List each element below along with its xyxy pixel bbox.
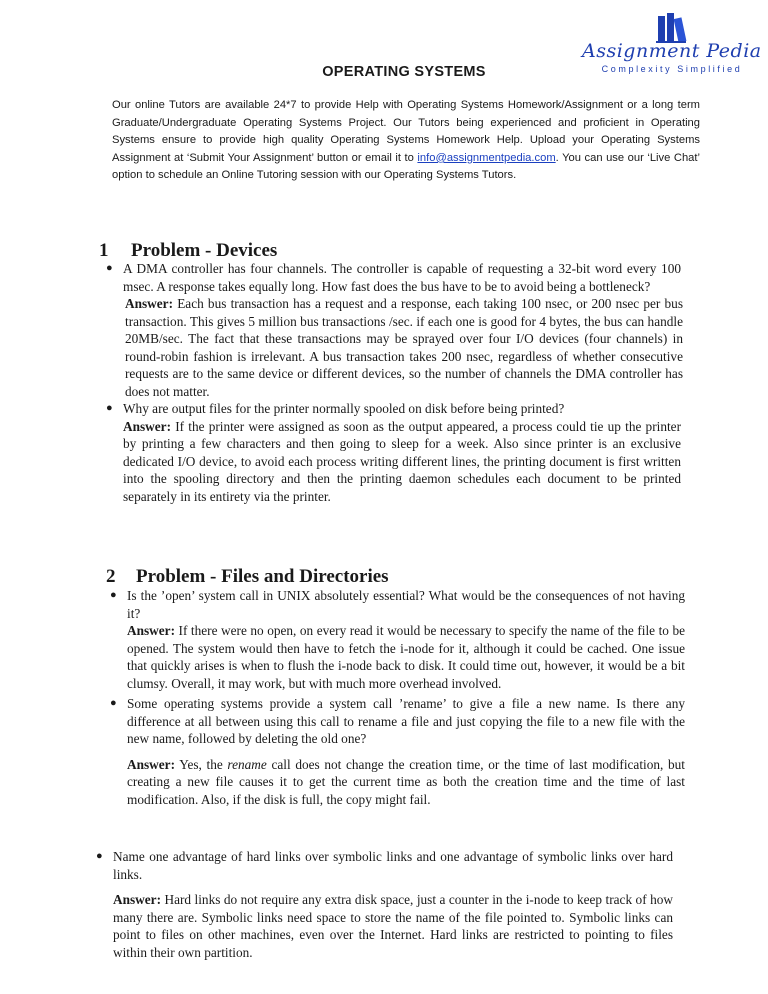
answer-text-start: Yes, the [179,756,228,772]
list-item [106,400,681,418]
email-link[interactable]: info@assignmentpedia.com [417,151,556,164]
list-item [110,695,685,748]
intro-paragraph [112,97,700,185]
section-files-directories [0,566,768,808]
answer-label: Answer: [127,623,176,638]
question-text: Is the ’open’ system call in UNIX absolutely essential? What would be the consequences of not having it? [127,588,685,621]
answer-block [125,295,683,400]
bullet-icon: ● [96,850,103,862]
answer-label: Answer: [113,892,162,907]
list-item [106,260,681,295]
bullet-icon: ● [110,697,117,709]
bullet-icon: ● [106,262,113,274]
book-stack-icon [654,10,688,44]
question-text: Why are output files for the printer normally spooled on disk before being printed? [123,401,565,416]
section-number: 2 [106,566,116,587]
answer-label: Answer: [125,296,174,311]
intro-text-end: . You can use our ‘Live Chat’ option to schedule an Online Tutoring session with our Operating Systems Tutors. [112,151,700,182]
answer-label: Answer: [127,756,176,772]
answer-text: Hard links do not require any extra disk space, just a counter in the i-node to keep track of how many there are. Symbolic links need space to store the name of the file pointed to. Symbolic links can point to files on other machines, even over the Internet. Hard links are restricted to pointing to files within their own partition. [113,892,673,960]
question-text: Some operating systems provide a system call ’rename’ to give a file a new name. Is there any difference at all between using this call to rename a file and just copying the file to a new file with the new name, followed by deleting the old one? [127,696,685,746]
section-number: 1 [99,240,109,261]
list-item [110,587,685,622]
question-text: Name one advantage of hard links over symbolic links and one advantage of symbolic links over hard links. [113,849,673,882]
answer-emphasis: rename [227,756,267,772]
answer-text: If the printer were assigned as soon as the output appeared, a process could tie up the printer by printing a few characters and then going to sleep for a week. Also since printer is an exclusive dedicated I/O device, to avoid each process writing different lines, the printing document is first written into the spooling directory and then the printing daemon schedules each document to be printed separately in its entirety via the printer. [123,418,681,504]
answer-block [127,622,685,692]
answer-text: Each bus transaction has a request and a response, each taking 100 nsec, or 200 nsec per bus transaction. This gives 5 million bus transactions /sec. if each one is good for 4 bytes, the bus can handle 20MB/sec. The fact that these transactions may be sprayed over four I/O devices (four channels) in round-robin fashion is irrelevant. A bus transaction takes 200 nsec, regardless of whether consecutive requests are to the same device or different devices, so the number of channels the DMA controller has does not matter. [125,296,683,399]
logo-tagline: Complexity Simplified [601,64,743,74]
answer-text: If there were no open, on every read it would be necessary to specify the name of the file to be opened. The system would then have to fetch the i-node for it, although it could be cached. One issue that quickly arises is when to flush the i-node back to disk. It could time out, however, it would be a bit clumsy. Overall, it may work, but with much more overhead involved. [127,623,686,691]
section-title: Problem - Files and Directories [136,566,389,587]
bullet-icon: ● [110,589,117,601]
section-heading [106,566,768,588]
section-links [0,848,768,961]
logo-name: Assignment Pedia [582,40,762,62]
answer-block [123,418,681,506]
answer-block [127,756,685,809]
section-devices [0,240,768,505]
document-title: OPERATING SYSTEMS [322,64,486,80]
intro-text-start: Our online Tutors are available 24*7 to provide Help with Operating Systems Homework/Assignment or a long term Graduate/Undergraduate Operating Systems Project. Our Tutors being experienced and proficient in Operating Systems ensure to provide high quality Operating Systems Homework Help. Upload your Operating Systems Assignment at ‘Submit Your Assignment’ button or email it to [112,99,700,164]
answer-label: Answer: [123,418,172,434]
answer-block [113,891,673,961]
bullet-icon: ● [106,402,113,414]
section-heading [99,240,768,262]
section-title: Problem - Devices [131,240,278,261]
answer-text-end: call does not change the creation time, or the time of last modification, but creating a new file causes it to get the current time as both the creation time and the time of last modification. Also, if the disk is full, the copy might fail. [127,756,685,807]
list-item [96,848,673,883]
question-text: A DMA controller has four channels. The controller is capable of requesting a 32-bit word every 100 msec. A response takes equally long. How fast does the bus have to be to avoid being a bottleneck? [123,261,681,294]
